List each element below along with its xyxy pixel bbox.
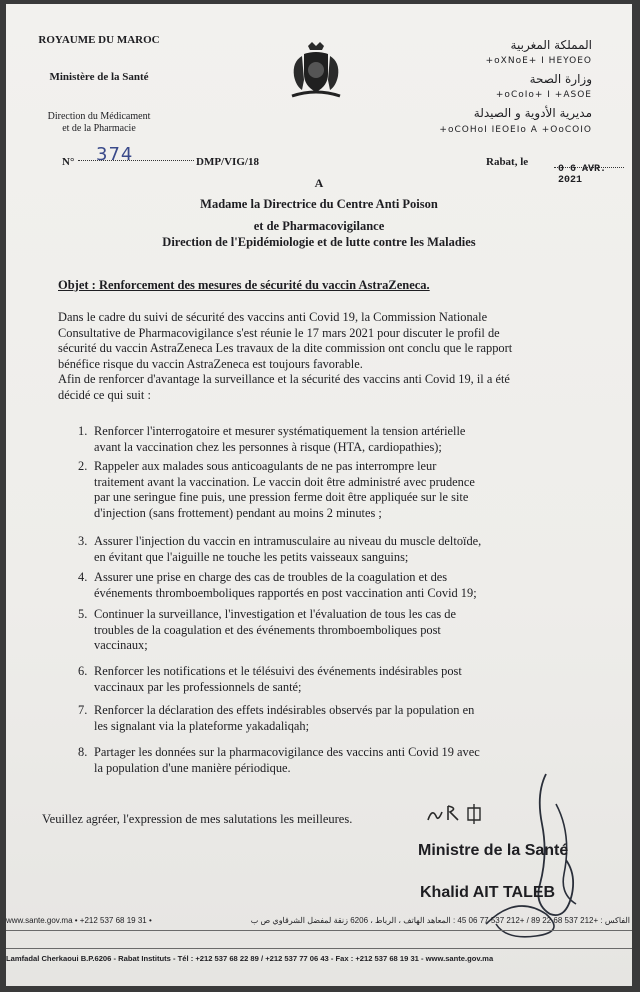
list-line: traitement avant la vaccination. Le vaccin doit être administré avec prudence xyxy=(94,474,475,489)
header-direction-fr-line2: et de la Pharmacie xyxy=(62,123,136,134)
footer-divider-top xyxy=(6,930,632,931)
signatory-name: Khalid AIT TALEB xyxy=(420,884,556,901)
signatory-title: Ministre de la Santé xyxy=(418,842,569,859)
header-direction-tif: +oCOHoI IEOEIo A +OoCOIO xyxy=(439,125,592,135)
intro-line: Dans le cadre du suivi de sécurité des vaccins anti Covid 19, la Commission Nationale xyxy=(58,310,488,324)
closing-line: Veuillez agréer, l'expression de mes salutations les meilleures. xyxy=(42,812,353,826)
recipient-line2: et de Pharmacovigilance xyxy=(253,219,385,233)
list-line: la population d'une manière périodique. xyxy=(94,760,291,775)
list-line: Assurer une prise en charge des cas de troubles de la coagulation et des xyxy=(94,570,448,584)
list-number: 2. xyxy=(78,459,88,473)
list-item-6 xyxy=(78,664,592,695)
letter-page xyxy=(6,4,632,986)
footer-address: Lamfadal Cherkaoui B.P.6206 - Rabat Instituts - Tél : +212 537 68 22 89 / +212 537 77 06 43 - Fax : +212 537 68 19 31 - www.sante.gov.ma xyxy=(6,954,494,963)
date-stamp: 0 6 AVR. 2021 xyxy=(558,164,607,186)
list-line: vaccinaux par les professionnels de santé; xyxy=(94,679,302,694)
intro-line: décidé ce qui suit : xyxy=(58,387,151,402)
list-line: vaccinaux; xyxy=(94,638,148,652)
header-kingdom-ar: المملكة المغربية xyxy=(510,38,592,52)
list-line: les signalant via la plateforme yakadaliqah; xyxy=(94,718,310,733)
list-line: Renforcer l'interrogatoire et mesurer systématiquement la tension artérielle xyxy=(94,424,466,438)
footer-contact-ltr: www.sante.gov.ma • +212 537 68 19 31 • xyxy=(6,916,152,925)
list-line: par une seringue fine puis, une pression ferme doit être appliquée sur le site xyxy=(94,490,469,504)
header-direction-ar: مديرية الأدوية و الصيدلة xyxy=(473,106,592,120)
list-item-1 xyxy=(78,424,592,455)
header-ministry-fr: Ministère de la Santé xyxy=(49,71,149,83)
list-line: Partager les données sur la pharmacovigilance des vaccins anti Covid 19 avec xyxy=(94,745,480,759)
header-kingdom-fr: ROYAUME DU MAROC xyxy=(38,34,160,46)
list-line: Rappeler aux malades sous anticoagulants de ne pas interrompre leur xyxy=(94,459,437,473)
list-line: Renforcer la déclaration des effets indésirables observés par la population en xyxy=(94,703,475,717)
intro-paragraph xyxy=(58,310,594,403)
list-number: 7. xyxy=(78,703,88,717)
reference-suffix: DMP/VIG/18 xyxy=(196,156,259,168)
header-ministry-tif: +oCoIo+ I +ASOE xyxy=(495,90,592,100)
list-number: 8. xyxy=(78,745,88,759)
list-item-3 xyxy=(78,534,592,565)
intro-line: sécurité du vaccin AstraZeneca Les travaux de la dite commission ont conclu que le rapport xyxy=(58,341,513,355)
header-direction-fr-line1: Direction du Médicament xyxy=(47,111,151,122)
footer-contact-ar: الفاكس : +212 537 68 22 89 / +212 537 77 06 45 : المعاهد الهاتف ، الرباط ، 6206 زنقة لمفضل الشرقاوي ص ب xyxy=(250,916,630,925)
reference-prefix: N° xyxy=(62,156,75,168)
list-number: 6. xyxy=(78,664,88,678)
list-line: Assurer l'injection du vaccin en intramusculaire au niveau du muscle deltoïde, xyxy=(94,534,482,548)
list-item-4 xyxy=(78,570,592,601)
list-number: 5. xyxy=(78,607,88,621)
list-item-7 xyxy=(78,703,592,734)
list-item-5 xyxy=(78,607,592,654)
recipient-a: A xyxy=(314,176,324,190)
list-line: avant la vaccination chez les personnes à risque (HTA, cardiopathies); xyxy=(94,439,442,454)
intro-line: bénéfice risque du vaccin AstraZeneca est toujours favorable. xyxy=(58,356,363,371)
intro-line: Afin de renforcer d'avantage la surveillance et la sécurité des vaccins anti Covid 19, il a été xyxy=(58,372,510,386)
list-line: d'injection (sans frottement) pendant au moins 2 minutes ; xyxy=(94,505,382,520)
recipient-line3: Direction de l'Epidémiologie et de lutte contre les Maladies xyxy=(162,235,476,249)
reference-number-handwritten: 374 xyxy=(96,144,134,165)
list-line: troubles de la coagulation et des événements thromboemboliques post xyxy=(94,622,441,637)
recipient-line1: Madame la Directrice du Centre Anti Poison xyxy=(200,197,438,211)
list-line: Renforcer les notifications et le télésuivi des événements indésirables post xyxy=(94,664,462,678)
list-item-2 xyxy=(78,459,592,521)
list-number: 4. xyxy=(78,570,88,584)
subject-line: Objet : Renforcement des mesures de sécurité du vaccin AstraZeneca. xyxy=(58,278,430,292)
header-ministry-ar: وزارة الصحة xyxy=(529,72,592,86)
footer-divider-bottom xyxy=(6,948,632,949)
list-line: Continuer la surveillance, l'investigation et l'évaluation de tous les cas de xyxy=(94,607,456,621)
intro-line: Consultative de Pharmacovigilance s'est réunie le 17 mars 2021 pour discuter le profil de xyxy=(58,325,500,340)
header-kingdom-tif: +oXNoE+ I HEYOEO xyxy=(485,56,592,66)
list-line: en évitant que l'aiguille ne touche les petits vaisseaux sanguins; xyxy=(94,549,409,564)
list-number: 1. xyxy=(78,424,88,438)
list-number: 3. xyxy=(78,534,88,548)
reference-city: Rabat, le xyxy=(486,156,529,168)
list-line: événements thromboemboliques rapportés en post vaccination anti Covid 19; xyxy=(94,585,477,600)
coat-of-arms-emblem xyxy=(286,40,346,102)
